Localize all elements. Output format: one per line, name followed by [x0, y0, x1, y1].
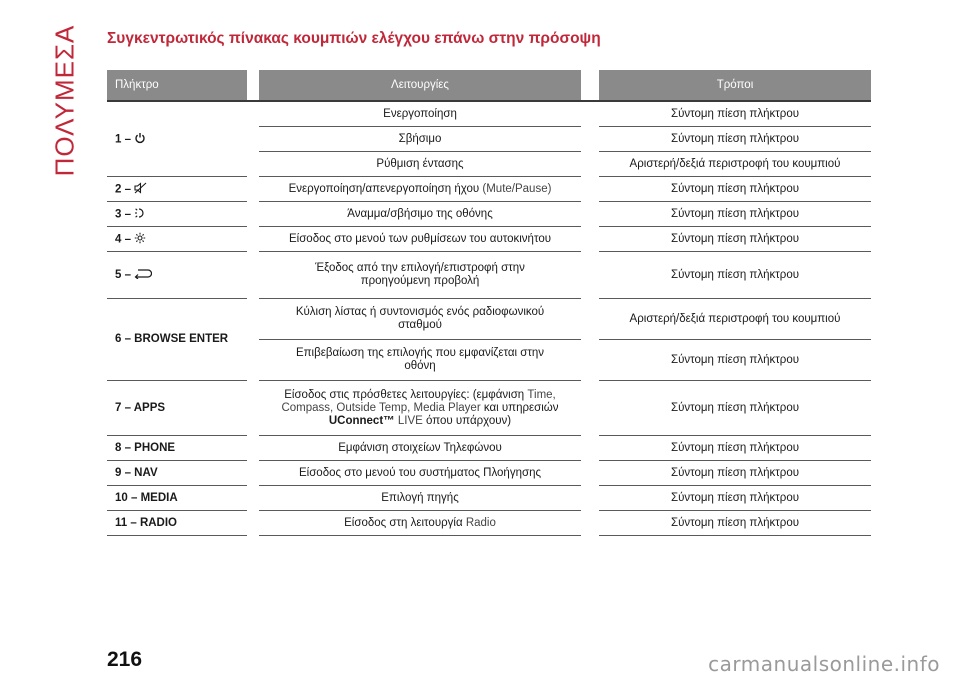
gap-cell: [247, 299, 259, 381]
table-row: [107, 381, 871, 436]
function-line: [261, 415, 579, 428]
page-number: 216: [107, 648, 143, 671]
function-line: Έξοδος από την επιλογή/επιστροφή στην: [315, 262, 525, 274]
key-label: 6 – BROWSE ENTER: [115, 333, 229, 345]
key-label: 1 –: [115, 133, 131, 146]
gap-cell: [581, 340, 599, 381]
gap-cell: [247, 436, 259, 461]
page-title: Συγκεντρωτικός πίνακας κουμπιών ελέγχου επάνω στην πρόσοψη: [107, 30, 601, 47]
gap-cell: [247, 202, 259, 227]
key-cell: 9 – NAV: [107, 461, 247, 486]
gap-cell: [247, 461, 259, 486]
mode-cell: Σύντομη πίεση πλήκτρου: [599, 101, 871, 127]
mute-icon: [134, 182, 147, 197]
gap-cell: [247, 227, 259, 252]
function-line: σταθμού: [398, 319, 442, 331]
gap-cell: [581, 461, 599, 486]
table-row: [107, 461, 871, 486]
controls-table: [107, 70, 871, 536]
gap-cell: [581, 299, 599, 340]
key-cell: 11 – RADIO: [107, 511, 247, 536]
gap-cell: [581, 152, 599, 177]
function-line: προηγούμενη προβολή: [360, 275, 480, 287]
function-line: [261, 389, 579, 402]
mode-cell: Σύντομη πίεση πλήκτρου: [599, 486, 871, 511]
table-row: [107, 511, 871, 536]
function-line: οθόνη: [404, 360, 436, 372]
key-cell: 8 – PHONE: [107, 436, 247, 461]
key-cell: 10 – MEDIA: [107, 486, 247, 511]
table-row: [107, 202, 871, 227]
gap-cell: [581, 252, 599, 299]
gap-cell: [581, 381, 599, 436]
function-cell: Ρύθμιση έντασης: [259, 152, 581, 177]
mode-cell: Σύντομη πίεση πλήκτρου: [599, 252, 871, 299]
gap-cell: [247, 486, 259, 511]
uconnect-brand: UConnect™: [328, 414, 395, 427]
function-cell: [259, 511, 581, 536]
gap-cell: [247, 177, 259, 202]
mode-cell: Σύντομη πίεση πλήκτρου: [599, 340, 871, 381]
mode-cell: Σύντομη πίεση πλήκτρου: [599, 177, 871, 202]
gap-cell: [581, 202, 599, 227]
mode-cell: Σύντομη πίεση πλήκτρου: [599, 127, 871, 152]
mode-cell: Σύντομη πίεση πλήκτρου: [599, 381, 871, 436]
function-cell: [259, 299, 581, 340]
header-gap: [581, 70, 599, 101]
function-extra: Compass, Outside Temp, Media Player: [281, 401, 481, 414]
gap-cell: [581, 101, 599, 127]
function-cell: [259, 381, 581, 436]
column-header-functions: Λειτουργίες: [259, 70, 581, 101]
key-cell: [107, 227, 247, 252]
mode-cell: Σύντομη πίεση πλήκτρου: [599, 461, 871, 486]
gap-cell: [247, 381, 259, 436]
function-line: Κύλιση λίστας ή συντονισμός ενός ραδιοφωνικού: [295, 306, 545, 318]
mode-cell: Σύντομη πίεση πλήκτρου: [599, 436, 871, 461]
back-icon: [134, 268, 152, 282]
key-cell: [107, 299, 247, 381]
gap-cell: [581, 436, 599, 461]
table-row: [107, 486, 871, 511]
gap-cell: [581, 486, 599, 511]
table-row: [107, 252, 871, 299]
key-label: 2 –: [115, 183, 131, 196]
gap-cell: [581, 511, 599, 536]
gap-cell: [581, 127, 599, 152]
column-header-modes: Τρόποι: [599, 70, 871, 101]
section-side-tab: [49, 24, 80, 176]
function-cell: [259, 177, 581, 202]
settings-icon: [134, 232, 146, 247]
key-cell: [107, 202, 247, 227]
table-row: [107, 436, 871, 461]
section-side-tab-label: ΠΟΛΥΜΕΣΑ: [49, 24, 80, 176]
mode-cell: Σύντομη πίεση πλήκτρου: [599, 202, 871, 227]
function-text: Είσοδος στη λειτουργία: [344, 516, 463, 529]
function-cell: [259, 340, 581, 381]
key-cell: [107, 252, 247, 299]
column-header-key: Πλήκτρο: [107, 70, 247, 101]
key-cell: [107, 381, 247, 436]
gap-cell: [247, 511, 259, 536]
function-text: και υπηρεσιών: [483, 401, 559, 414]
gap-cell: [247, 101, 259, 177]
table-header-row: [107, 70, 871, 101]
watermark: carmanualsonline.info: [708, 652, 940, 676]
function-text: Ενεργοποίηση/απενεργοποίηση ήχου: [288, 182, 480, 195]
function-line: [261, 402, 579, 415]
gap-cell: [247, 252, 259, 299]
mode-cell: Αριστερή/δεξιά περιστροφή του κουμπιού: [599, 299, 871, 340]
table-row: [107, 227, 871, 252]
table-row: [107, 101, 871, 127]
function-line: Επιβεβαίωση της επιλογής που εμφανίζεται στην: [295, 347, 545, 359]
key-cell: [107, 101, 247, 177]
key-label: 4 –: [115, 233, 131, 246]
function-extra: Time,: [527, 388, 556, 401]
function-cell: Ενεργοποίηση: [259, 101, 581, 127]
function-extra: LIVE: [397, 414, 423, 427]
table-row: [107, 299, 871, 340]
function-cell: Είσοδος στο μενού του συστήματος Πλοήγησης: [259, 461, 581, 486]
mode-cell: Σύντομη πίεση πλήκτρου: [599, 227, 871, 252]
gap-cell: [581, 227, 599, 252]
mode-cell: Αριστερή/δεξιά περιστροφή του κουμπιού: [599, 152, 871, 177]
function-cell: Άναμμα/σβήσιμο της οθόνης: [259, 202, 581, 227]
power-icon: [134, 132, 146, 147]
mode-cell: Σύντομη πίεση πλήκτρου: [599, 511, 871, 536]
header-gap: [247, 70, 259, 101]
gap-cell: [581, 177, 599, 202]
function-text: όπου υπάρχουν): [426, 414, 512, 427]
key-label: 3 –: [115, 208, 131, 221]
function-extra: (Mute/Pause): [482, 182, 552, 195]
display-icon: [134, 207, 146, 222]
table-row: [107, 177, 871, 202]
key-label: 7 – APPS: [115, 401, 166, 414]
function-cell: [259, 252, 581, 299]
function-cell: Σβήσιμο: [259, 127, 581, 152]
function-cell: Είσοδος στο μενού των ρυθμίσεων του αυτοκινήτου: [259, 227, 581, 252]
function-cell: Εμφάνιση στοιχείων Τηλεφώνου: [259, 436, 581, 461]
function-cell: Επιλογή πηγής: [259, 486, 581, 511]
function-extra: Radio: [465, 516, 496, 529]
key-cell: [107, 177, 247, 202]
key-label: 5 –: [115, 269, 131, 282]
function-text: Είσοδος στις πρόσθετες λειτουργίες: (εμφάνιση: [284, 388, 525, 401]
